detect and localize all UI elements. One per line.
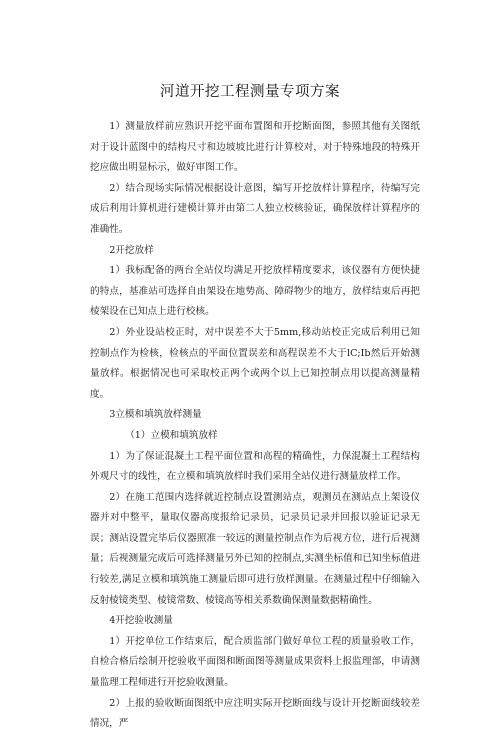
subsection-heading: （1）立模和填筑放样 bbox=[125, 429, 218, 441]
paragraph: 1）我标配备的两台全站仪均满足开挖放样精度要求，该仪器有方便快捷的特点，基准站可选择自由架设在地势高、障碍物少的地方，放样结束后再把棱架设在已知点上进行校核。 bbox=[90, 265, 420, 318]
paragraph: 1）开挖单位工作结束后，配合质监部门做好单位工程的质量验收工作，自检合格后绘制开挖验收平面图和断面图等测量成果资料上报监理部，申请测量监理工程师进行开挖验收测量。 bbox=[90, 635, 420, 689]
section-heading: 2开挖放样 bbox=[109, 244, 154, 256]
section-heading: 4开挖验收测量 bbox=[109, 615, 173, 627]
document-body bbox=[90, 117, 420, 735]
paragraph: 1）为了保证混凝土工程平面位置和高程的精确性，力保混凝土工程结构外观尺寸的线性，在立模和填筑放样时我们采用全站仪进行测量放样工作。 bbox=[90, 450, 420, 483]
section-heading: 3立模和填筑放样测量 bbox=[109, 409, 202, 421]
paragraph: 2）在施工范围内选择就近控制点设置测站点，观测员在测站点上架设仪器并对中整平，量取仪器高度报给记录员，记录员记录并回报以验证记录无误；测站设置完毕后仪器照准一较远的测量控制点作为后视方位，进行后视测量；后视测量完成后可选择测量另外已知的控制点,实测坐标值和已知坐标值进行较差,满足立模和填筑施工测量后即可进行放样测量。在测量过程中仔细输入反射棱镜类型、棱镜常数、棱镜高等相关系数确保测量数据精确性。 bbox=[90, 491, 420, 606]
paragraph: 2）上报的验收断面图纸中应注明实际开挖断面线与设计开挖断面线较差情况，严 bbox=[90, 697, 420, 730]
page-title: 河道开挖工程测量专项方案 bbox=[160, 84, 340, 100]
paragraph: 2）结合现场实际情况根据设计意图，编写开挖放样计算程序，待编写完成后利用计算机进行建模计算并由第二人独立校核验证，确保放样计算程序的准确性。 bbox=[90, 182, 420, 235]
paragraph: 1）测量放样前应熟识开挖平面布置图和开挖断面图，参照其他有关图纸对于设计蓝图中的结构尺寸和边坡坡比进行计算校对，对于特殊地段的特殊开挖应做出明显标示，做好审图工作。 bbox=[90, 121, 420, 174]
paragraph: 2）外业设站校正时，对中误差不大于5mm,移动站校正完成后利用已知控制点作为检核，检核点的平面位置误差和高程误差不大于lC;Ib然后开始测量放样。根据情况也可采取校正两个或两个以上已知控制点用以提高测量精度。 bbox=[90, 326, 420, 400]
